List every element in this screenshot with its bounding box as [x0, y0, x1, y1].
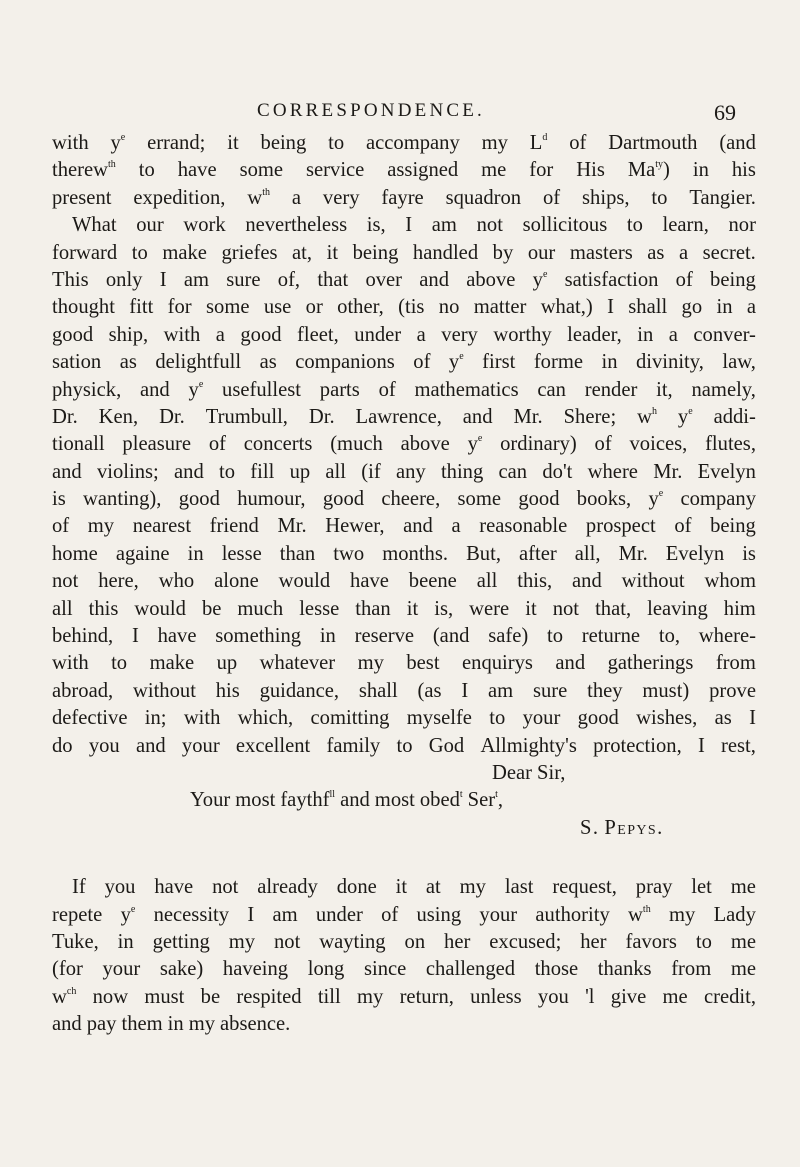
text-line: abroad, without his guidance, shall (as I am sure they must) prove	[52, 679, 756, 702]
text-line: with to make up whatever my best enquirys and gatherings from	[52, 652, 756, 675]
text-line: present expedition, $w^{th}$ a very fayre squadron of ships, to Tangier.	[52, 186, 756, 209]
running-head	[0, 100, 800, 126]
text-line: do you and your excellent family to God Allmighty's protection, I rest,	[52, 734, 756, 757]
text-line: physick, and $y^e$ usefullest parts of mathematics can render it, namely,	[52, 378, 756, 401]
text-line: forward to make griefes at, it being handled by our masters as a secret.	[52, 241, 756, 264]
text-line: thought fitt for some use or other, (tis no matter what,) I shall go in a	[52, 296, 756, 319]
running-head-title: CORRESPONDENCE.	[257, 100, 485, 121]
letter-signature: S. Pepys.	[580, 816, 664, 839]
text-line: therew$^{th}$ to have some service assigned me for His $Ma^{ty}$) in his	[52, 159, 756, 182]
letter-body	[52, 130, 756, 1039]
postscript-line: If you have not already done it at my last request, pray let me	[72, 876, 756, 899]
text-line: of my nearest friend Mr. Hewer, and a reasonable prospect of being	[52, 515, 756, 538]
text-line: tionall pleasure of concerts (much above $y^e$ ordinary) of voices, flutes,	[52, 433, 756, 456]
letter-closing: Dear Sir,	[492, 761, 566, 784]
postscript-line: repete $y^e$ necessity I am under of using your authority $w^{th}$ my Lady	[52, 903, 756, 926]
postscript-line: Tuke, in getting my not wayting on her excused; her favors to me	[52, 930, 756, 953]
text-line: and violins; and to fill up all (if any thing can do't where Mr. Evelyn	[52, 460, 756, 483]
text-line: Dr. Ken, Dr. Trumbull, Dr. Lawrence, and Mr. Shere; $w^h$ $y^e$ addi-	[52, 405, 756, 428]
text-line: home againe in lesse than two months. But, after all, Mr. Evelyn is	[52, 542, 756, 565]
page-number: 69	[714, 100, 736, 125]
text-line: good ship, with a good fleet, under a very worthy leader, in a conver-	[52, 323, 756, 346]
letter-subscription: Your most faythf$^{ll}$ and most obed$^t$ Ser$^t$,	[190, 789, 504, 812]
postscript-line: (for your sake) haveing long since challenged those thanks from me	[52, 958, 756, 981]
text-line: This only I am sure of, that over and above $y^e$ satisfaction of being	[52, 268, 756, 291]
text-line: sation as delightfull as companions of $y^e$ first forme in divinity, law,	[52, 351, 756, 374]
text-line: all this would be much lesse than it is, were it not that, leaving him	[52, 597, 756, 620]
postscript-line: $w^{ch}$ now must be respited till my return, unless you 'l give me credit,	[52, 985, 756, 1008]
text-line: defective in; with which, comitting myselfe to your good wishes, as I	[52, 707, 756, 730]
text-line: behind, I have something in reserve (and safe) to returne to, where-	[52, 625, 756, 648]
text-line: with $y^e$ errand; it being to accompany my $L^d$ of Dartmouth (and	[52, 132, 756, 154]
text-line: is wanting), good humour, good cheere, some good books, $y^e$ company	[52, 488, 756, 511]
text-line: not here, who alone would have beene all this, and without whom	[52, 570, 756, 593]
text-line: What our work nevertheless is, I am not sollicitous to learn, nor	[72, 214, 756, 237]
postscript-line: and pay them in my absence.	[52, 1013, 291, 1036]
paragraph-gap	[52, 842, 756, 874]
